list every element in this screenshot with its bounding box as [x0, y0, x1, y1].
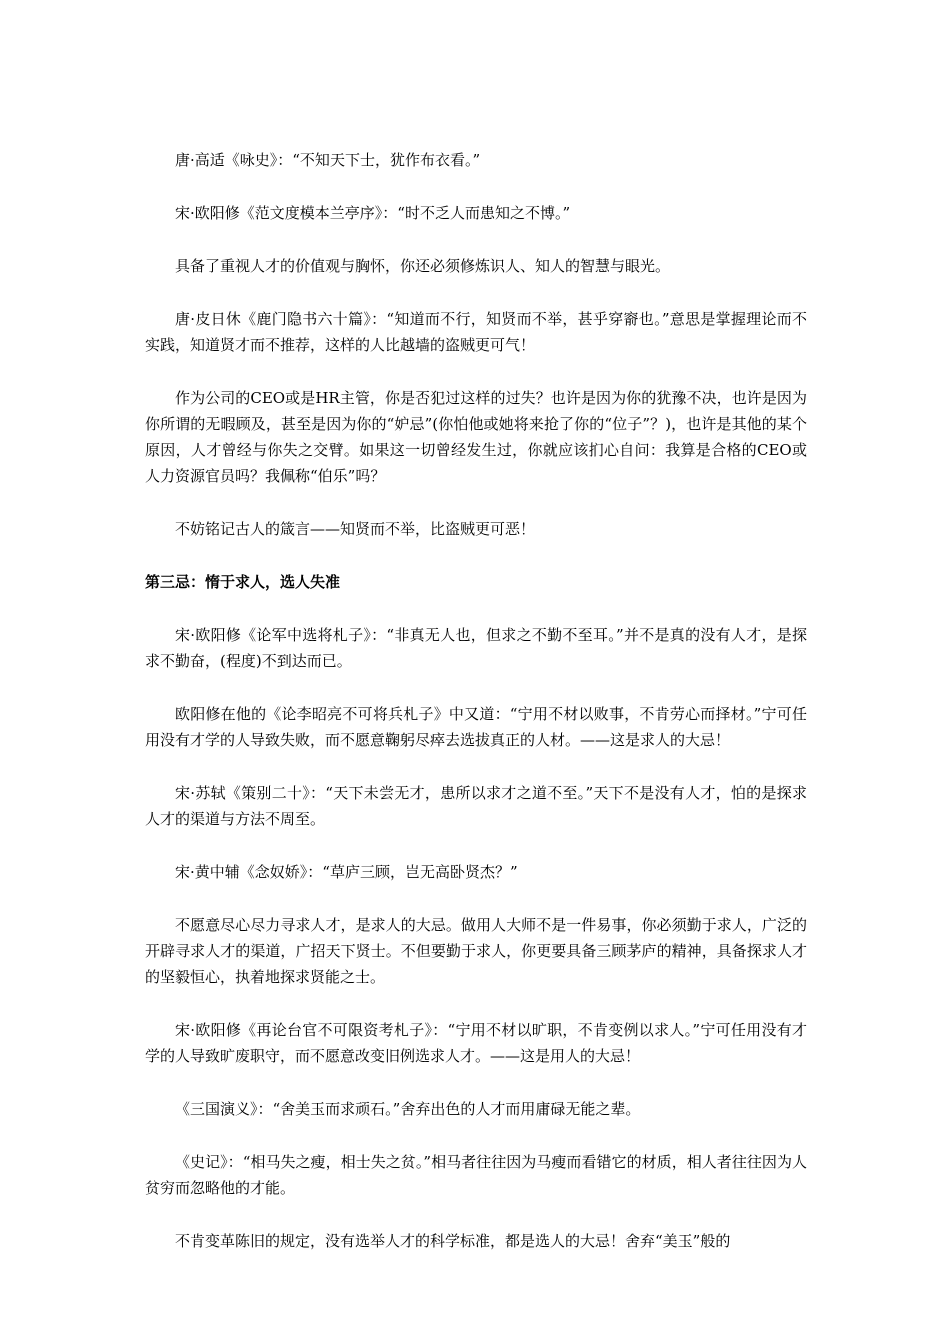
paragraph-motto: 不妨铭记古人的箴言——知贤而不举，比盗贼更可恶！	[175, 520, 536, 538]
paragraph-ouyangxiu-quote-1: 宋·欧阳修《范文度模本兰亭序》：“时不乏人而患知之不博。”	[175, 204, 571, 222]
paragraph-sushi-quote: 宋·苏轼《策别二十》：“天下未尝无才，患所以求才之道不至。”天下不是没有人才，怕的是探求人才的渠道与方法不周至。	[145, 784, 807, 828]
paragraph-shiji-quote: 《史记》：“相马失之瘦，相士失之贫。”相马者往往因为马瘦而看错它的材质，相人者往往因为人贫穷而忽略他的才能。	[145, 1153, 807, 1197]
paragraph-huangzhongfu-quote: 宋·黄中辅《念奴娇》：“草庐三顾，岂无高卧贤杰？”	[175, 863, 518, 881]
paragraph-ouyangxiu-taiguan: 宋·欧阳修《再论台官不可限资考札子》：“宁用不材以旷职，不肯变例以求人。”宁可任用没有才学的人导致旷废职守，而不愿意改变旧例选求人才。——这是用人的大忌！	[145, 1021, 807, 1065]
section-heading: 第三忌：惰于求人，选人失准	[145, 573, 341, 591]
paragraph-seek-talent: 不愿意尽心尽力寻求人才，是求人的大忌。做用人大师不是一件易事，你必须勤于求人，广泛的开辟寻求人才的渠道，广招天下贤士。不但要勤于求人，你更要具备三顾茅庐的精神，具备探求人才的坚毅恒心，执着地探求贤能之士。	[145, 916, 807, 986]
paragraph-ceo-question: 作为公司的CEO或是HR主管，你是否犯过这样的过失？也许是因为你的犹豫不决，也许是因为你所谓的无暇顾及，甚至是因为你的“妒忌”(你怕他或她将来抢了你的“位子”？)，也许是其他的某个原因，人才曾经与你失之交臂。如果这一切曾经发生过，你就应该扪心自问：我算是合格的CEO或人力资源官员吗？我佩称“伯乐”吗？	[145, 389, 807, 485]
document-body	[145, 147, 807, 1281]
paragraph-reform-rules: 不肯变革陈旧的规定，没有选举人才的科学标准，都是选人的大忌！舍弃“美玉”般的	[175, 1232, 731, 1250]
paragraph-talent-vision: 具备了重视人才的价值观与胸怀，你还必须修炼识人、知人的智慧与眼光。	[175, 257, 671, 275]
paragraph-ouyangxiu-military: 宋·欧阳修《论军中选将札子》：“非真无人也，但求之不勤不至耳。”并不是真的没有人才，是探求不勤奋，(程度)不到达而已。	[145, 626, 807, 670]
paragraph-gaoshi-quote: 唐·高适《咏史》：“不知天下士，犹作布衣看。”	[175, 151, 481, 169]
paragraph-ouyangxiu-lizhaoliang: 欧阳修在他的《论李昭亮不可将兵札子》中又道：“宁用不材以败事，不肯劳心而择材。”宁可任用没有才学的人导致失败，而不愿意鞠躬尽瘁去选拔真正的人材。——这是求人的大忌！	[145, 705, 807, 749]
paragraph-sanguo-quote: 《三国演义》：“舍美玉而求顽石。”舍弃出色的人才而用庸碌无能之辈。	[175, 1100, 641, 1118]
paragraph-pirixiu-quote: 唐·皮日休《鹿门隐书六十篇》：“知道而不行，知贤而不举，甚乎穿窬也。”意思是掌握理论而不实践，知道贤才而不推荐，这样的人比越墙的盗贼更可气！	[145, 310, 807, 354]
